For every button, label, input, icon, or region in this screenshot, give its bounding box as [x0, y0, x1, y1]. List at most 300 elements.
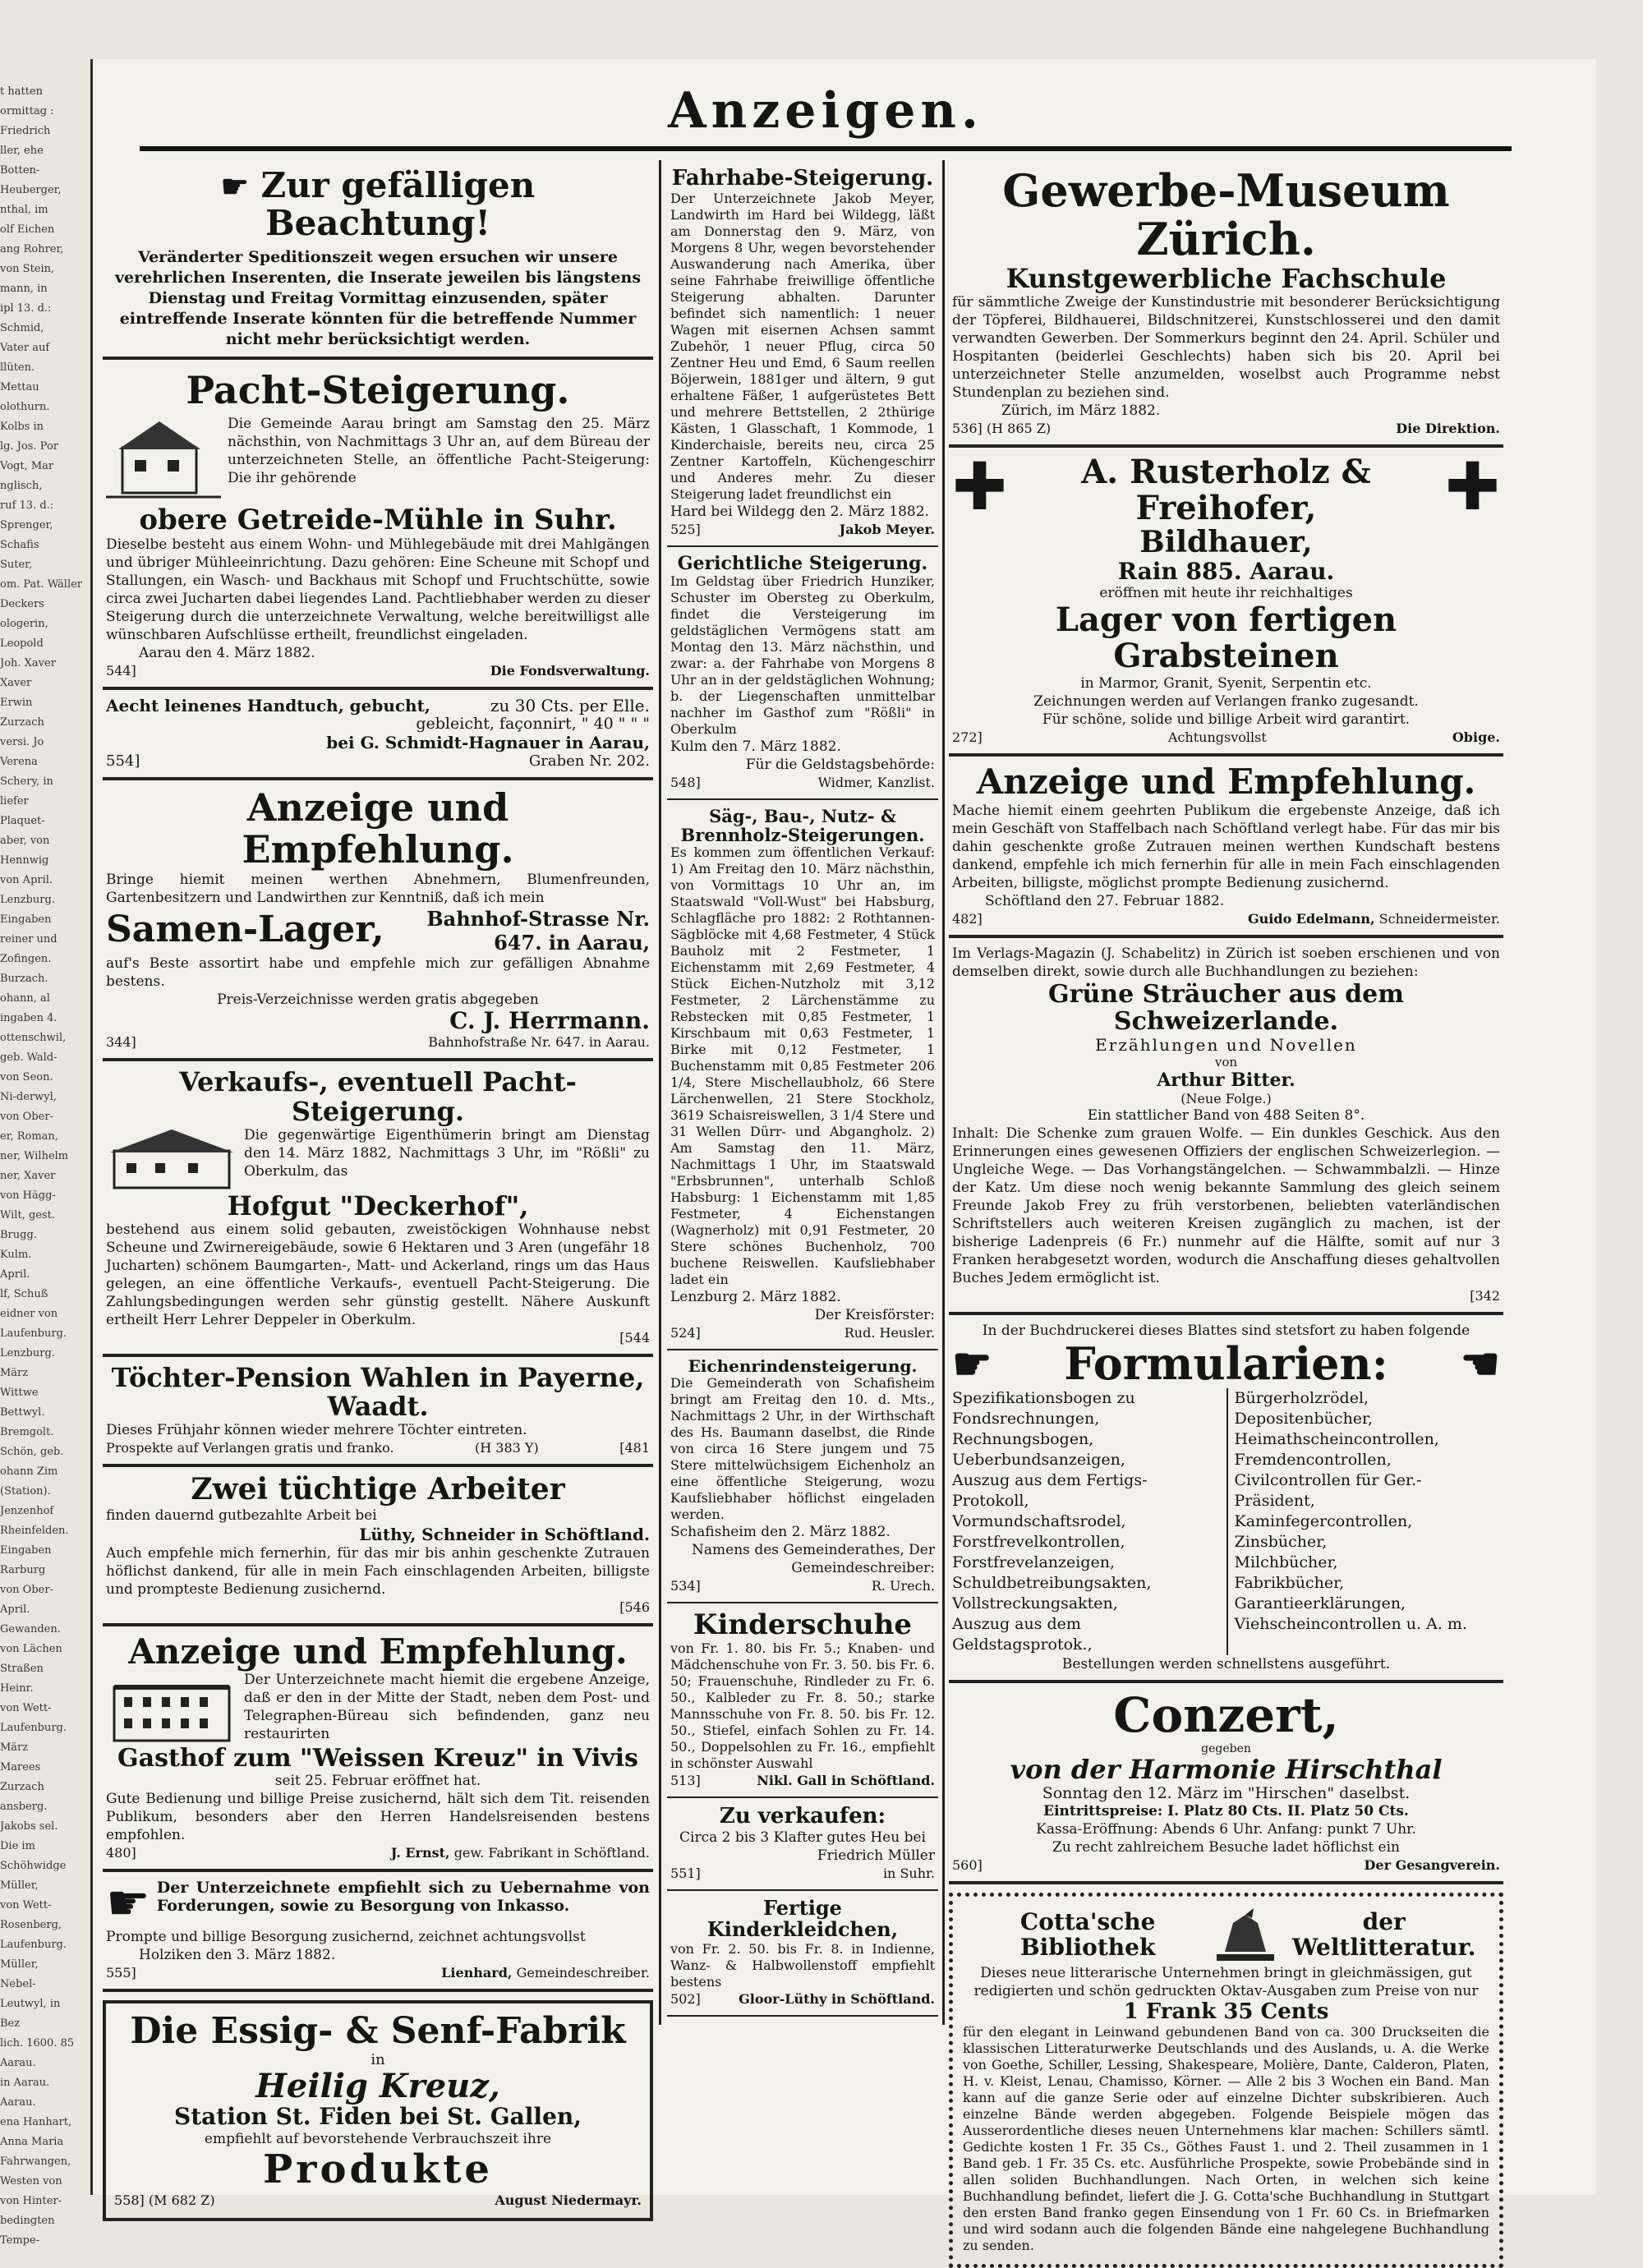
prev-column-line: Jenzenhof	[0, 1505, 54, 1517]
prev-column-line: Hennwig	[0, 854, 49, 867]
ad-price-note: Preis-Verzeichnisse werden gratis abgegeben	[217, 991, 539, 1008]
ad-intro: In der Buchdruckerei dieses Blattes sind stetsfort zu haben folgende	[982, 1322, 1470, 1339]
ad-title: Pacht-Steigerung.	[186, 368, 570, 413]
ad-edelmann	[949, 757, 1503, 937]
ad-title: Fahrhabe-Steigerung.	[671, 166, 934, 191]
ad-title: Säg-, Bau-, Nutz- & Brennholz-Steigerungen.	[680, 805, 925, 845]
prev-column-line: ipl 13. d.:	[0, 302, 52, 315]
ad-headline: Lager von fertigen Grabsteinen	[1055, 600, 1397, 676]
ad-title: Die Essig- & Senf-Fabrik	[130, 2010, 626, 2053]
prev-column-line: Wilt, gest.	[0, 1209, 55, 1221]
prev-column-line: Nebel-	[0, 1978, 36, 1990]
ad-subtitle: Gasthof zum "Weissen Kreuz" in Vivis	[117, 1744, 638, 1773]
ad-body: für sämmtliche Zweige der Kunstindustrie mit besonderer Berücksichtigung der Töpferei, Bildhauerei, Bildschnitzerei, Kunstschlosserei und den damit verwandten Gewerben. Der Sommerkurs beginnt den 24. April. Schüler und Hospitanten (beiderlei Geschlechts) haben sich bis 20. April bei unterzeichneter Stelle anzumelden, woselbst auch Programme nebst Stundenplan zu beziehen sind.	[952, 293, 1500, 401]
prev-column-line: Deckers	[0, 598, 44, 610]
prev-column-line: von Hinter-	[0, 2195, 62, 2207]
page-title: Anzeigen.	[140, 82, 1512, 151]
ad-title: Gewerbe-Museum Zürich.	[1002, 164, 1450, 266]
ad-gerichtliche-steigerung	[667, 547, 938, 800]
ad-title: Verkaufs-, eventuell Pacht-Steigerung.	[179, 1066, 577, 1127]
prev-column-line: Joh. Xaver	[0, 657, 56, 669]
cross-icon: ✚	[952, 448, 1008, 525]
prev-column-line: Marees	[0, 1761, 41, 1773]
ad-handtuch	[103, 690, 653, 780]
form-list-item: Kaminfegercontrollen,	[1234, 1511, 1413, 1530]
prev-column-line: von Stein,	[0, 263, 55, 275]
ad-eichenrinden	[667, 1350, 938, 1603]
prev-column-line: Rarburg	[0, 1564, 46, 1576]
ad-intro: Dieses neue litterarische Unternehmen bringt in gleichmässigen, gut redigierten und schön gedruckten Oktav-Ausgaben zum Preise von nur	[973, 1964, 1479, 1999]
ad-signature: Rud. Heusler.	[844, 1324, 935, 1341]
ad-intro: Die Gemeinde Aarau bringt am Samstag den 25. März nächsthin, von Nachmittags 3 Uhr an, auf dem Büreau der unterzeichneten Stelle, an öffentliche Pacht-Steigerung: Die ihr gehörende	[228, 415, 650, 486]
prev-column-line: Bez	[0, 2017, 21, 2030]
ad-essig-fabrik	[103, 2000, 653, 2221]
prev-column-line: Mettau	[0, 381, 39, 393]
form-list-item: Depositenbücher,	[1234, 1409, 1374, 1428]
prev-column-line: Suter,	[0, 559, 33, 571]
form-list-item: Schuldbetreibungsakten,	[952, 1573, 1152, 1592]
prev-column-line: ottenschwil,	[0, 1032, 67, 1044]
prev-column-line: versi. Jo	[0, 736, 44, 748]
ad-beachtung	[103, 160, 653, 360]
form-list-item: Civilcontrollen für Ger.-Präsident,	[1234, 1470, 1422, 1510]
prev-column-line: Erwin	[0, 697, 33, 709]
ad-number: [481	[619, 1440, 650, 1456]
ad-body: Der Unterzeichnete Jakob Meyer, Landwirth im Hard bei Wildegg, läßt am Donnerstag den 9. März, von Morgens 8 Uhr, wegen bevorstehender Auswanderung nach Amerika, über seine Fahrhabe freiwillige öffentliche Steigerung abhalten. Darunter befindet sich namentlich: 1 neuer Wagen mit eisernen Achsen sammt Zubehör, 1 neuer Pflug, circa 50 Zentner Heu und Emd, 6 Saum reellen Böjerwein, 1881ger und ältern, 9 gut erhaltene Fäßer, 1 aufgerüstetes Bett und mehrere Bettstellen, 2 2thürige Kästen, 1 Glasschaft, 1 Kommode, 1 Kinderchaisle, bereits neu, circa 25 Zentner Kartoffeln, Küchengeschirr und Anderes mehr. Zu dieser Steigerung ladet freundlichst ein	[670, 190, 935, 502]
prev-column-line: ormittag :	[0, 105, 54, 117]
form-list-item: Fabrikbücher,	[1234, 1573, 1345, 1592]
prev-column-line: liefer	[0, 795, 29, 807]
prev-column-line: Leopold	[0, 637, 44, 650]
ad-intro: Die gegenwärtige Eigenthümerin bringt am Dienstag den 14. März 1882, Nachmittags 3 Uhr, im "Rößli" zu Oberkulm, das	[244, 1126, 650, 1180]
prev-column-line: Gewanden.	[0, 1623, 61, 1635]
prev-column-line: von Wett-	[0, 1899, 52, 1911]
ad-signature-role: Schneidermeister.	[1378, 910, 1500, 927]
ad-number: 554]	[106, 752, 140, 771]
prev-column-line: Vogt, Mar	[0, 460, 54, 472]
ad-prices: Eintrittspreise: I. Platz 80 Cts. II. Platz 50 Cts.	[1043, 1802, 1409, 1819]
prev-column-line: Schery, in	[0, 775, 53, 788]
ad-number: 502]	[670, 1990, 701, 2007]
ad-signature: Guido Edelmann,	[1248, 910, 1375, 927]
prev-column-line: von Hägg-	[0, 1189, 56, 1202]
ad-body: Die Gemeinderath von Schafisheim bringt am Freitag den 10. d. Mts., Nachmittags 2 Uhr, in der Wirthschaft des Hs. Baumann daselbst, die Rinde von circa 16 Stere jungem und 75 Stere mittelwüchsigem Eichenholz an eine öffentliche Steigerung, wozu Kaufsliebhaber höflichst eingeladen werden.	[670, 1374, 935, 1522]
ad-date: Schöftland den 27. Februar 1882.	[985, 892, 1225, 909]
prev-column-line: Schön, geb.	[0, 1446, 64, 1458]
ad-signature: Die Direktion.	[1396, 420, 1500, 436]
ad-author: Arthur Bitter.	[1157, 1069, 1296, 1091]
form-list-item: Forstfrevelanzeigen,	[952, 1553, 1116, 1571]
ad-line: Aecht leinenes Handtuch, gebucht,	[106, 696, 430, 716]
ad-date: Lenzburg 2. März 1882.	[670, 1288, 841, 1305]
ad-address: Rain 885. Aarau.	[1117, 557, 1335, 585]
ad-toechter-pension	[103, 1357, 653, 1467]
prev-column-line: llüten.	[0, 361, 35, 374]
prev-column-line: Plaquet-	[0, 815, 45, 827]
prev-column-line: Sprenger,	[0, 519, 53, 531]
prev-column-line: ena Hanhart,	[0, 2116, 72, 2128]
ad-line: Für die Geldstagsbehörde:	[745, 756, 935, 773]
prev-column-line: Laufenburg.	[0, 1722, 67, 1734]
ad-body: Dieselbe besteht aus einem Wohn- und Mühlegebäude mit drei Mahlgängen und übriger Mühleeinrichtung. Dazu gehören: Eine Scheune mit Schopf und Stallungen, ein Wasch- und Backhaus mit Schopf und Fruchtschütte, sowie circa zwei Jucharten dabei liegendes Land. Pachtliebhaber werden zu dieser Steigerung durch die unterzeichnete Verwaltung, welche bereitwilligst alle wünschbaren Aufschlüsse ertheilt, freundlichst eingeladen.	[106, 536, 650, 644]
ad-signature: Jakob Meyer.	[839, 521, 935, 537]
ad-conzert	[949, 1683, 1503, 1884]
prev-column-line: Schöhwidge	[0, 1860, 67, 1872]
ad-headline: Samen-Lager,	[106, 909, 384, 951]
prev-column-line: ang Rohrer,	[0, 243, 64, 255]
prev-column-line: ner, Wilhelm	[0, 1150, 69, 1162]
prev-column-line: Anna Maria	[0, 2136, 64, 2148]
ad-body: Dieses Frühjahr können wieder mehrere Töchter eintreten.	[106, 1422, 527, 1439]
prev-column-line: om. Pat. Wäller	[0, 578, 83, 591]
ad-body-2: Prompte und billige Besorgung zusichernd, zeichnet achtungsvollst	[106, 1929, 586, 1946]
ad-body: Im Geldstag über Friedrich Hunziker, Schuster im Obersteg zu Oberkulm, findet die Versteigerung im geldstäglichen Vermögens statt am Montag den 13. März nächsthin, und zwar: a. der Fahrhabe von Morgens 8 Uhr an in der geldstäglichen Wohnung; b. der Liegenschaften unmittelbar nachher im Gasthof zum "Rößli" in Oberkulm	[670, 573, 935, 737]
pointing-hand-left-icon: ☚	[1460, 1337, 1500, 1391]
ad-signature: August Niedermayr.	[495, 2192, 642, 2209]
ad-kinderschuhe	[667, 1603, 938, 1798]
ad-signature-role: gew. Fabrikant in Schöftland.	[453, 1845, 650, 1861]
ad-signature: Friedrich Müller	[817, 1847, 935, 1864]
prev-column-line: ner, Xaver	[0, 1170, 56, 1182]
prev-column-line: Wittwe	[0, 1387, 39, 1399]
prev-column-line: aber, von	[0, 835, 50, 847]
prev-column-line: von Ober-	[0, 1111, 53, 1123]
ad-kinderkleidchen	[667, 1891, 938, 2017]
form-list-item: Spezifikationsbogen zu Fondsrechnungen,	[952, 1388, 1135, 1428]
prev-column-line: Heuberger,	[0, 184, 62, 196]
ad-samen-lager	[103, 780, 653, 1061]
form-list-item: Ueberbundsanzeigen,	[952, 1450, 1125, 1469]
prev-column-line: in Aarau.	[0, 2077, 50, 2089]
prev-column-line: (Station).	[0, 1485, 51, 1497]
ad-gewerbe-museum	[949, 160, 1503, 448]
ad-title-left: Cotta'sche Bibliothek	[1019, 1908, 1156, 1961]
prev-column-line: nthal, im	[0, 204, 48, 216]
ad-signature: Widmer, Kanzlist.	[817, 774, 935, 790]
ad-date: Hard bei Wildegg den 2. März 1882.	[670, 503, 929, 520]
ad-number: 551]	[670, 1865, 701, 1881]
ad-title: Gerichtliche Steigerung.	[677, 552, 928, 574]
prev-column-line: lf, Schuß	[0, 1288, 48, 1300]
ad-rusterholz	[949, 448, 1503, 757]
ad-signature: Nikl. Gall in Schöftland.	[757, 1773, 935, 1789]
ad-zu-verkaufen	[667, 1798, 938, 1891]
form-list-item: Rechnungsbogen,	[952, 1429, 1094, 1448]
prev-column-line: er, Roman,	[0, 1130, 58, 1143]
prev-column-line: Müller,	[0, 1958, 39, 1971]
column-rule	[942, 160, 945, 2025]
prev-column-line: reiner und	[0, 933, 58, 945]
prev-column-line: Xaver	[0, 677, 32, 689]
ad-title: Zu verkaufen:	[719, 1804, 886, 1829]
prev-column-line: ller, ehe	[0, 145, 44, 157]
ad-line: bei G. Schmidt-Hagnauer in Aarau,	[326, 733, 650, 753]
ad-intro: Bringe hiemit meinen werthen Abnehmern, Blumenfreunden, Gartenbesitzern und Landwirthen zur Kenntniß, daß ich mein	[106, 871, 650, 906]
prev-column-line: Burzach.	[0, 973, 48, 985]
ad-title: Anzeige und Empfehlung.	[242, 785, 514, 872]
ad-title: Töchter-Pension Wahlen in Payerne, Waadt.	[111, 1361, 645, 1423]
ad-subtitle: Hofgut "Deckerhof",	[227, 1189, 529, 1221]
prev-column-line: von Ober-	[0, 1584, 53, 1596]
ad-footer: Bestellungen werden schnellstens ausgeführt.	[1061, 1655, 1391, 1672]
ad-in: in	[370, 2051, 385, 2069]
ad-number: [544	[619, 1329, 650, 1346]
ad-number: 480]	[106, 1845, 136, 1861]
ad-body: auf's Beste assortirt habe und empfehle mich zur gefälligen Abnahme bestens.	[106, 955, 650, 990]
ad-date: Zürich, im März 1882.	[1001, 402, 1161, 419]
form-list-item: Zinsbücher,	[1234, 1532, 1328, 1551]
ad-verkaufs-steigerung	[103, 1061, 653, 1357]
ad-line: Graben Nr. 202.	[528, 752, 650, 771]
ad-title: Zur gefälligen Beachtung!	[260, 165, 536, 244]
pointing-hand-right-icon: ☛	[952, 1337, 992, 1391]
prev-column-line: von Seon.	[0, 1071, 53, 1083]
ad-body: Auch empfehle mich fernerhin, für das mir bis anhin geschenkte Zutrauen höflichst dankend, für alle in mein Fach einschlagenden Arbeiten, billigste und prompteste Bedienung zusichernd.	[106, 1544, 650, 1598]
ad-body: Der Unterzeichnete empfiehlt sich zu Uebernahme von Forderungen, sowie zu Besorgung von Inkasso.	[156, 1879, 650, 1916]
ad-signature-role: Gemeindeschreiber.	[516, 1965, 650, 1981]
prev-column-line: ologerin,	[0, 618, 48, 630]
ad-line: empfiehlt auf bevorstehende Verbrauchszeit ihre	[204, 2131, 552, 2148]
prev-column-line: Zurzach	[0, 1781, 44, 1793]
ad-price: 1 Frank 35 Cents	[1123, 1999, 1329, 2024]
ad-number: 525]	[670, 521, 701, 537]
ad-body: Es kommen zum öffentlichen Verkauf: 1) Am Freitag den 10. März nächsthin, von Vormittags 10 Uhr an, im Staatswald "Voll-Wust" bei Habsburg, Schlagfläche pro 1882: 2 Rothtannen-Sägblöcke mit 4,68 Festmeter, 4 Stück Bauholz mit 2 Festmeter, 1 Eichenstamm mit 2,69 Festmeter, 4 Stück Eichen-Nutzholz mit 3,12 Festmeter, 2 Lärchenstämme zu Rebstecken mit 0,85 Festmeter, 1 Kirschbaum mit 0,63 Festmeter, 1 Birke mit 0,12 Festmeter, 1 Buchenstamm mit 0,85 Festmeter 206 1/4, Stere Mischellaubholz, 66 Stere Lärchenwellen, 21 Stere Stockholz, 3619 Schaisreiswellen, 3 1/4 Stere und 31 Wellen Dürr- und Abgangholz. 2) Am Samstag den 11. März, Nachmittags 1 Uhr, im Staatswald "Erbsbrunnen", unterhalb Schloß Habsburg: 1 Eichenstamm mit 1,85 Festmeter, 4 Eichenstangen (Wagnerholz) mit 0,91 Festmeter, 20 Stere schönes Buchenholz, 700 buchene Reiswellen. Kaufsliebhaber ladet ein	[670, 844, 935, 1287]
ad-subtitle: von der Harmonie Hirschthal	[1010, 1753, 1443, 1785]
prev-column-line: Laufenburg.	[0, 1939, 67, 1951]
ad-line: Der Kreisförster:	[814, 1306, 935, 1323]
ad-arbeiter	[103, 1467, 653, 1626]
prev-column-line: Fahrwangen,	[0, 2155, 71, 2168]
hotel-illustration	[106, 1671, 237, 1745]
prev-column-line: Aarau.	[0, 2057, 36, 2069]
ad-date: Aarau den 4. März 1882.	[139, 645, 315, 662]
ad-fahrhabe-steigerung	[667, 160, 938, 547]
prev-column-line: Friedrich	[0, 125, 51, 137]
ad-body: Inhalt: Die Schenke zum grauen Wolfe. — Ein dunkles Geschick. Aus den Erinnerungen eines gewesenen Offiziers der englischen Schweizerlegion. — Ungleiche Wege. — Das Vorhangstängelchen. — Schwammbalzli. — Hinze der Katz. Um diese noch wenig bekannte Sammlung des gleich seinem Freunde Jakob Frey zu früh verstorbenen, beliebten vaterländischen Schriftstellers auch weiteren Kreisen zugänglich zu machen, ist der bisherige Ladenpreis (6 Fr.) nunmehr auf die Hälfte, somit auf nur 3 Franken herabgesetzt worden, wodurch die Anschaffung dieses gehaltvollen Buches Jedem ermöglicht ist.	[952, 1125, 1500, 1286]
ad-cotta-bibliothek	[949, 1893, 1503, 2268]
form-list-right	[1226, 1388, 1501, 1655]
ad-series: (Neue Folge.)	[1180, 1090, 1272, 1106]
ad-signature: J. Ernst,	[390, 1845, 450, 1861]
prev-column-line: ohann Zim	[0, 1465, 58, 1478]
prev-column-line: März	[0, 1741, 29, 1754]
prev-column-line: Lenzburg.	[0, 1347, 55, 1359]
ad-line: Namens des Gemeinderathes, Der Gemeindeschreiber:	[692, 1541, 935, 1576]
ad-date: Holziken den 3. März 1882.	[139, 1947, 336, 1964]
ad-number: [342	[1470, 1287, 1500, 1304]
ad-holz-steigerungen	[667, 800, 938, 1350]
prev-column-line: lich. 1600. 85	[0, 2037, 75, 2049]
cross-icon: ✚	[1444, 448, 1500, 525]
pointing-hand-icon: ☛	[220, 168, 249, 205]
prev-column-line: Westen von	[0, 2175, 62, 2187]
ad-line: Zu recht zahlreichem Besuche ladet höflichst ein	[1052, 1838, 1400, 1856]
prev-column-line: Laufenburg.	[0, 1327, 67, 1340]
prev-column-line: ingaben 4.	[0, 1012, 58, 1024]
prev-column-line: Brugg.	[0, 1229, 37, 1241]
ad-title: Formularien:	[1064, 1336, 1388, 1390]
ad-signature: Die Fondsverwaltung.	[490, 663, 650, 679]
ad-code: (H 383 Y)	[475, 1440, 539, 1456]
prev-column-line: mann, in	[0, 283, 48, 295]
form-list-item: Bürgerholzrödel,	[1234, 1388, 1369, 1407]
column-middle	[667, 160, 938, 2017]
ad-line: Zeichnungen werden auf Verlangen franko zugesandt.	[1033, 693, 1419, 711]
ad-number: 558] (M 682 Z)	[114, 2192, 215, 2209]
ad-von: von	[1214, 1054, 1238, 1070]
ad-date: Kulm den 7. März 1882.	[670, 738, 841, 755]
ad-title: A. Rusterholz & Freihofer,	[1081, 452, 1371, 527]
prev-column-line: eidner von	[0, 1308, 58, 1320]
ad-gruene-straeucher	[949, 938, 1503, 1315]
ad-body: bestehend aus einem solid gebauten, zweistöckigen Wohnhause nebst Scheune und Zwirnereigebäude, sowie 6 Hektaren und 3 Aren (ungefähr 18 Jucharten) schönem Baumgarten-, Matt- und Ackerland, rings um das Haus gelegen, an eine öffentliche Verkaufs-, eventuell Pacht-Steigerung. Die Zahlungsbedingungen werden sehr günstig gestellt. Nähere Auskunft ertheilt Herr Lehrer Deppeler in Oberkulm.	[106, 1221, 650, 1328]
prev-column-line: Botten-	[0, 164, 40, 177]
ad-number: [546	[619, 1599, 650, 1615]
prev-column-line: Zurzach	[0, 716, 44, 729]
ad-address: Bahnhof-Strasse Nr. 647. in Aarau,	[426, 906, 650, 955]
form-list-item: Milchbücher,	[1234, 1553, 1338, 1571]
ad-signature: Lüthy, Schneider in Schöftland.	[359, 1524, 650, 1544]
ad-time: Kassa-Eröffnung: Abends 6 Uhr. Anfang: punkt 7 Uhr.	[1036, 1820, 1416, 1838]
ad-line: gebleicht, façonnirt, " 40 " " "	[416, 715, 650, 734]
ad-body-2: Prospekte auf Verlangen gratis und franko.	[106, 1440, 394, 1456]
prev-column-line: Tempe-	[0, 2234, 40, 2247]
ad-line: eröffnen mit heute ihr reichhaltiges	[1099, 585, 1353, 602]
form-list-item: Fremdencontrollen,	[1234, 1450, 1392, 1469]
ad-number: 482]	[952, 910, 983, 927]
ad-number: 555]	[106, 1965, 136, 1981]
form-list-item: Heimathscheincontrollen,	[1234, 1429, 1439, 1448]
ad-number: 513]	[670, 1773, 701, 1789]
prev-column-line: April.	[0, 1268, 30, 1281]
prev-column-line: April.	[0, 1603, 30, 1616]
ad-gegeben: gegeben	[1201, 1741, 1251, 1755]
ad-date: Schafisheim den 2. März 1882.	[670, 1523, 891, 1540]
prev-column-line: t hatten	[0, 85, 43, 98]
ad-body: Circa 2 bis 3 Klafter gutes Heu bei	[679, 1829, 926, 1846]
ad-title: Zwei tüchtige Arbeiter	[191, 1472, 565, 1507]
ad-signature: Gloor-Lüthy in Schöftland.	[739, 1990, 935, 2007]
prev-column-line: Die im	[0, 1840, 35, 1852]
ad-signature: Lienhard,	[441, 1965, 513, 1981]
prev-column-line: März	[0, 1367, 29, 1379]
ad-subtitle: Erzählungen und Novellen	[1095, 1034, 1357, 1055]
form-list-item: Auszug aus dem Geldstagsprotok.,	[952, 1614, 1093, 1654]
ad-closing: Achtungsvollst	[1167, 729, 1267, 746]
ad-line: finden dauernd gutbezahlte Arbeit bei	[106, 1507, 377, 1524]
ad-body: Veränderter Speditionszeit wegen ersuchen wir unsere verehrlichen Inserenten, die Inserate jeweilen bis längstens Dienstag und Freitag Vormittag einzusenden, später eintreffende Inserate könnten für die betreffende Nummer nicht mehr berücksichtigt werden.	[114, 248, 642, 349]
prev-column-line: Kolbs in	[0, 421, 44, 433]
ad-subtitle: Kunstgewerbliche Fachschule	[1006, 262, 1447, 294]
prev-column-line: bedingten	[0, 2215, 55, 2227]
prev-column-line: Schmid,	[0, 322, 44, 334]
form-list-item: Garantieerklärungen,	[1234, 1594, 1406, 1612]
prev-column-line: Verena	[0, 756, 38, 768]
ad-title: Eichenrindensteigerung.	[688, 1355, 918, 1376]
mill-illustration	[106, 415, 221, 505]
ad-number: 344]	[106, 1034, 136, 1051]
ad-title: Kinderschuhe	[693, 1608, 913, 1641]
ad-title-right: der Weltlitteratur.	[1291, 1908, 1476, 1961]
prev-column-line: Schafis	[0, 539, 39, 551]
previous-page-column	[0, 82, 83, 2247]
ad-formularien	[949, 1315, 1503, 1683]
ad-inkasso	[103, 1872, 653, 1992]
ad-title: Anzeige und Empfehlung.	[128, 1631, 628, 1672]
ad-intro: Im Verlags-Magazin (J. Schabelitz) in Zürich ist soeben erschienen und von demselben direkt, sowie durch alle Buchhandlungen zu beziehen:	[952, 945, 1500, 980]
prev-column-line: Müller,	[0, 1879, 39, 1892]
prev-column-line: ruf 13. d.:	[0, 499, 54, 512]
prev-column-line: Lenzburg.	[0, 894, 55, 906]
ad-line: in Marmor, Granit, Syenit, Serpentin etc.	[1080, 675, 1372, 692]
ad-body: für den elegant in Leinwand gebundenen Band von ca. 300 Druckseiten die klassischen Litteraturwerke Deutschlands und des Auslands, u. A. die Werke von Goethe, Schiller, Lessing, Shakespeare, Molière, Dante, Calderon, Platen, H. v. Kleist, Lenau, Chamisso, Körner. — Alle 2 bis 3 Wochen ein Band. Man kann auf die ganze Serie oder auf einzelne Dichter subskribieren. Auch einzelne Bände werden abgegeben. Folgende Beispiele mögen das Ausserordentliche dieses neuen Unternehmens klar machen: Schillers sämtl. Gedichte kosten 1 Fr. 35 Cs., Göthes Faust 1. und 2. Theil zusammen in 1 Band geb. 1 Fr. 35 Cs. etc. Ausführliche Prospekte, sowie Probebände sind in allen soliden Buchhandlungen. Nach Orten, in welchen sich keine Buchhandlung befindet, liefert die J. G. Cotta'sche Buchhandlung in Stuttgart den ersten Band franko gegen Einsendung von 1 Fr. 60 Cs. in Briefmarken und wird sodann auch die folgenden Bände eine nahgelegene Buchhandlung zu senden.	[963, 2023, 1489, 2253]
ad-body: Mache hiemit einem geehrten Publikum die ergebenste Anzeige, daß ich mein Geschäft von Staffelbach nach Schöftland verlegt habe. Für das mir bis dahin geschenkte große Zutrauen meinen werthen Kundschaft bestens dankend, empfehle ich mich fernerhin für alle in mein Fach einschlagenden Arbeiten, billigste, möglichst prompte Bedienung zusichernd.	[952, 802, 1500, 891]
ad-gasthof	[103, 1626, 653, 1872]
ad-title: Grüne Sträucher aus dem Schweizerlande.	[1048, 979, 1404, 1036]
prev-column-line: von April.	[0, 874, 53, 886]
ad-number: 536] (H 865 Z)	[952, 420, 1052, 436]
prev-column-line: olf Eichen	[0, 223, 55, 236]
prev-column-line: Eingaben	[0, 1544, 52, 1557]
ad-subtitle: Bildhauer,	[1139, 524, 1313, 559]
prev-column-line: Rosenberg,	[0, 1919, 62, 1931]
prev-column-line: Zofingen.	[0, 953, 52, 965]
prev-column-line: von Wett-	[0, 1702, 52, 1714]
prev-column-line: Eingaben	[0, 913, 52, 926]
prev-column-line: ohann, al	[0, 992, 50, 1005]
form-list-item: Vormundschaftsrodel,	[952, 1511, 1126, 1530]
ad-number: 548]	[670, 774, 701, 790]
ad-number: 272]	[952, 729, 983, 746]
form-list-left	[952, 1388, 1218, 1655]
ad-products: Produkte	[263, 2146, 493, 2193]
prev-column-line: Bremgolt.	[0, 1426, 54, 1438]
ad-subtitle: obere Getreide-Mühle in Suhr.	[139, 503, 617, 536]
griffin-emblem-icon	[1213, 1907, 1278, 1964]
ad-place: Heilig Kreuz,	[255, 2067, 500, 2106]
ad-address: Bahnhofstraße Nr. 647. in Aarau.	[428, 1034, 650, 1051]
form-list-item: Forstfrevelkontrollen,	[952, 1532, 1125, 1551]
farmhouse-illustration	[106, 1126, 237, 1192]
ad-number: 534]	[670, 1577, 701, 1594]
ad-number: 544]	[106, 663, 136, 679]
prev-column-line: Vater auf	[0, 342, 50, 354]
prev-column-line: von Lächen	[0, 1643, 62, 1655]
ad-signature: R. Urech.	[871, 1577, 935, 1594]
form-list-item: Vollstreckungsakten,	[952, 1594, 1118, 1612]
ad-intro: Der Unterzeichnete macht hiemit die ergebene Anzeige, daß er den in der Mitte der Stadt, neben dem Post- und Telegraphen-Büreau sich befindenden, ganz neu restaurirten	[244, 1672, 650, 1743]
ad-signature: Obige.	[1452, 729, 1500, 746]
ad-number: 560]	[952, 1856, 983, 1873]
prev-column-line: Kulm.	[0, 1249, 32, 1261]
prev-column-line: Bettwyl.	[0, 1406, 45, 1419]
pointing-hand-icon: ☛	[106, 1875, 150, 1933]
ad-place: in Suhr.	[882, 1865, 935, 1881]
column-right	[949, 160, 1503, 2268]
ad-title: Anzeige und Empfehlung.	[976, 761, 1476, 803]
form-list-item: Viehscheincontrollen u. A. m.	[1234, 1614, 1467, 1633]
ad-number: 524]	[670, 1324, 701, 1341]
ad-line: Für schöne, solide und billige Arbeit wird garantirt.	[1042, 711, 1411, 729]
form-list-item: Auszug aus dem Fertigs-Protokoll,	[952, 1470, 1148, 1510]
prev-column-line: geb. Wald-	[0, 1051, 58, 1064]
ad-body: von Fr. 1. 80. bis Fr. 5.; Knaben- und Mädchenschuhe von Fr. 3. 50. bis Fr. 6. 50; Frauenschuhe, Rindleder zu Fr. 6. 50., Kalbleder zu Fr. 8. 50.; starke Mannsschuhe von Fr. 8. 50. bis Fr. 12. 50., Stiefel, einfach Sohlen zu Fr. 14. 50., Doppelsohlen zu Fr. 16., empfiehlt in schönster Auswahl	[670, 1640, 935, 1772]
ad-body: von Fr. 2. 50. bis Fr. 8. in Indienne, Wanz- & Halbwollenstoff empfiehlt bestens	[670, 1940, 935, 1990]
prev-column-line: nglisch,	[0, 480, 43, 492]
ad-signature: C. J. Herrmann.	[449, 1006, 650, 1034]
ad-signature: Der Gesangverein.	[1364, 1856, 1500, 1873]
ad-title: Fertige Kinderkleidchen,	[706, 1895, 899, 1942]
